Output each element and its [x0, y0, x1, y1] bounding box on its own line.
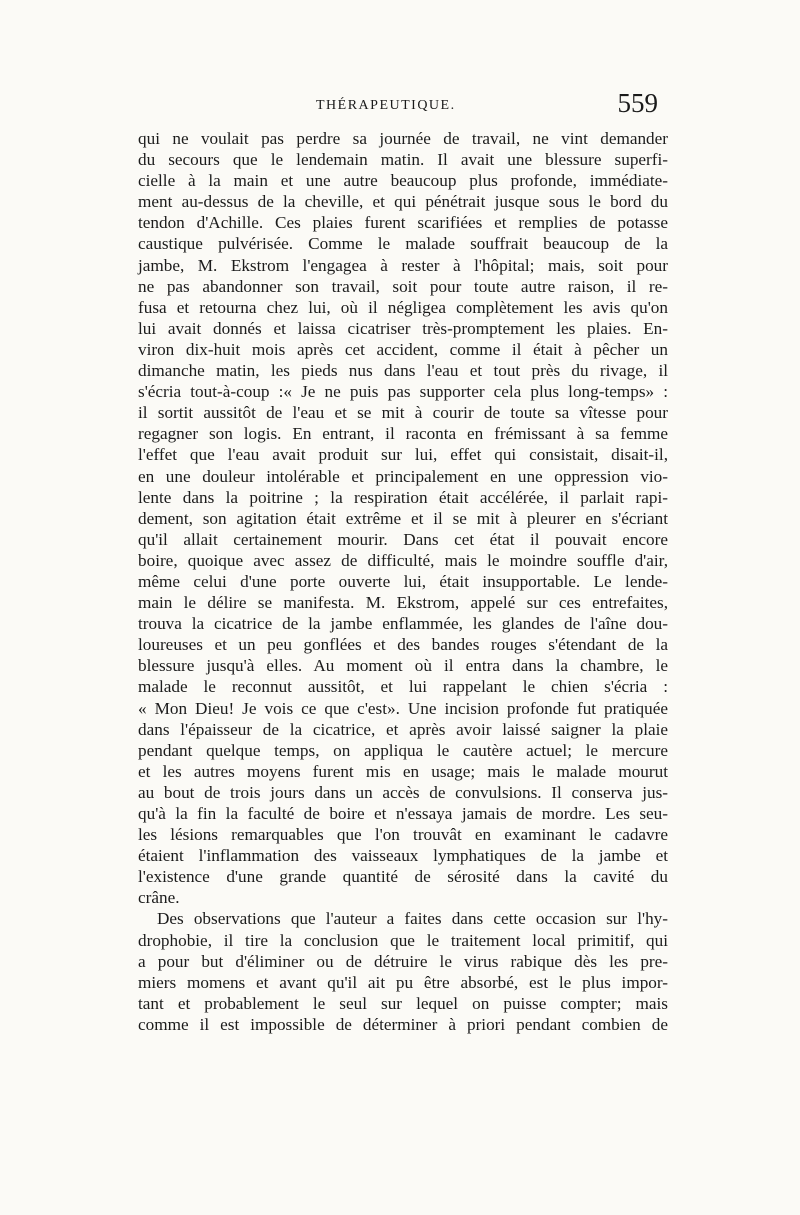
text-line: viron dix-huit mois après cet accident, comme il était à pêcher un: [138, 339, 668, 359]
text-line: qui ne voulait pas perdre sa journée de travail, ne vint demander: [138, 129, 668, 148]
body-text: [138, 128, 668, 1035]
text-line: en une douleur intolérable et principalement en une oppression vio-: [138, 466, 668, 486]
text-line: l'effet que l'eau avait produit sur lui, effet qui consistait, disait-il,: [138, 445, 668, 465]
text-line: malade le reconnut aussitôt, et lui rappelant le chien s'écria :: [138, 677, 668, 697]
text-line: fusa et retourna chez lui, où il négligea complètement les avis qu'on: [138, 297, 668, 317]
text-line: du secours que le lendemain matin. Il avait une blessure superfi-: [138, 150, 668, 170]
text-line: même celui d'une porte ouverte lui, était insupportable. Le lende-: [138, 571, 668, 591]
text-line: tendon d'Achille. Ces plaies furent scarifiées et remplies de potasse: [138, 213, 668, 233]
text-line: lui avait donnés et laissa cicatriser très-promptement les plaies. En-: [138, 318, 668, 338]
text-line: lente dans la poitrine ; la respiration était accélérée, il parlait rapi-: [138, 487, 668, 507]
text-line: regagner son logis. En entrant, il raconta en frémissant à sa femme: [138, 424, 668, 444]
text-line: il sortit aussitôt de l'eau et se mit à courir de toute sa vîtesse pour: [138, 403, 668, 423]
text-line: drophobie, il tire la conclusion que le traitement local primitif, qui: [138, 930, 668, 950]
text-line: les lésions remarquables que l'on trouvât en examinant le cadavre: [138, 825, 668, 845]
text-line: boire, quoique avec assez de difficulté, mais le moindre souffle d'air,: [138, 550, 668, 570]
text-line: blessure jusqu'à elles. Au moment où il entra dans la chambre, le: [138, 656, 668, 676]
text-line: l'existence d'une grande quantité de sérosité dans la cavité du: [138, 867, 668, 887]
text-line: trouva la cicatrice de la jambe enflammée, les glandes de l'aîne dou-: [138, 614, 668, 634]
text-line: loureuses et un peu gonflées et des bandes rouges s'étendant de la: [138, 635, 668, 655]
text-line: Des observations que l'auteur a faites dans cette occasion sur l'hy-: [157, 909, 668, 929]
text-line: s'écria tout-à-coup :« Je ne puis pas supporter cela plus long-temps» :: [138, 382, 668, 402]
running-title: THÉRAPEUTIQUE.: [316, 98, 456, 113]
text-line: jambe, M. Ekstrom l'engagea à rester à l'hôpital; mais, soit pour: [138, 255, 668, 275]
text-line: caustique pulvérisée. Comme le malade souffrait beaucoup de la: [138, 234, 668, 254]
page-number: 559: [617, 88, 658, 118]
text-line: ment au-dessus de la cheville, et qui pénétrait jusque sous le bord du: [138, 192, 668, 212]
text-line: « Mon Dieu! Je vois ce que c'est». Une incision profonde fut pratiquée: [138, 698, 668, 718]
text-line: dement, son agitation était extrême et il se mit à pleurer en s'écriant: [138, 508, 668, 528]
text-line: main le délire se manifesta. M. Ekstrom, appelé sur ces entrefaites,: [138, 593, 668, 613]
text-line: cielle à la main et une autre beaucoup plus profonde, immédiate-: [138, 171, 668, 191]
text-line: tant et probablement le seul sur lequel on puisse compter; mais: [138, 993, 668, 1013]
page-header: [140, 88, 662, 124]
text-line: crâne.: [138, 888, 180, 908]
text-line: et les autres moyens furent mis en usage; mais le malade mourut: [138, 761, 668, 781]
text-line: qu'à la fin la faculté de boire et n'essaya jamais de mordre. Les seu-: [138, 804, 668, 823]
text-line: dans l'épaisseur de la cicatrice, et après avoir laissé saigner la plaie: [138, 719, 668, 739]
text-line: qu'il allait certainement mourir. Dans cet état il pouvait encore: [138, 529, 668, 549]
text-line: ne pas abandonner son travail, soit pour toute autre raison, il re-: [138, 276, 668, 296]
text-line: miers momens et avant qu'il ait pu être absorbé, est le plus impor-: [138, 972, 668, 992]
text-line: étaient l'inflammation des vaisseaux lymphatiques de la jambe et: [138, 846, 668, 866]
text-line: a pour but d'éliminer ou de détruire le virus rabique dès les pre-: [138, 951, 668, 971]
text-line: au bout de trois jours dans un accès de convulsions. Il conserva jus-: [138, 782, 668, 802]
text-line: dimanche matin, les pieds nus dans l'eau et tout près du rivage, il: [138, 361, 668, 381]
text-line: comme il est impossible de déterminer à priori pendant combien de: [138, 1014, 668, 1034]
text-line: pendant quelque temps, on appliqua le cautère actuel; le mercure: [138, 740, 668, 760]
